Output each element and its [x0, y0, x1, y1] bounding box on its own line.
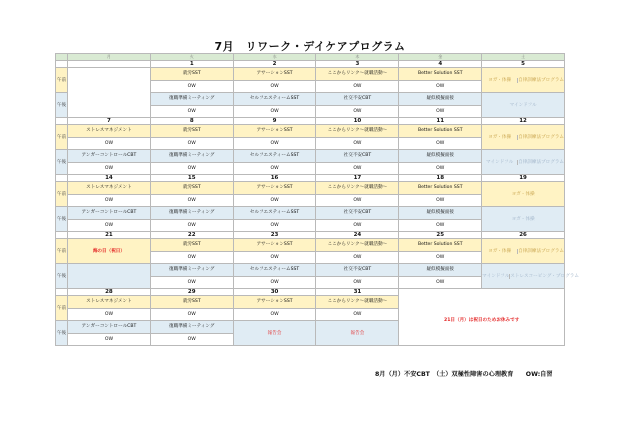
- program-cell: ヨガ・体操: [488, 134, 512, 140]
- weekday-sat: 土: [482, 54, 565, 61]
- period-am-label: 午前: [56, 239, 68, 264]
- ow-cell: OW: [233, 276, 316, 289]
- ow-cell: OW: [399, 276, 482, 289]
- ow-cell: OW: [399, 194, 482, 207]
- date-cell: 4: [399, 61, 482, 68]
- ow-cell: OW: [399, 137, 482, 150]
- program-cell: ここからリンク〜就職活動〜: [316, 296, 399, 309]
- date-cell: 3: [316, 61, 399, 68]
- ow-cell: OW: [68, 162, 151, 175]
- program-cell: ストレスマネジメント: [68, 296, 151, 309]
- date-cell: 16: [233, 175, 316, 182]
- report-cell: 報告会: [316, 321, 399, 346]
- page-title: 7月 リワーク・デイケアプログラム: [214, 40, 406, 53]
- weekday-thu: 木: [316, 54, 399, 61]
- holiday-cell: 海の日（祝日）: [68, 239, 151, 264]
- ow-cell: OW: [316, 80, 399, 93]
- ow-cell: OW: [150, 162, 233, 175]
- program-cell: ヨガ・体操: [488, 248, 512, 254]
- saturday-am-cell: [482, 68, 565, 93]
- program-cell: Better Solution SST: [399, 125, 482, 138]
- date-row: [56, 289, 565, 296]
- program-cell: 自律訓練法プログラム: [518, 134, 564, 140]
- program-cell: 就労SST: [150, 239, 233, 252]
- date-cell: 18: [399, 175, 482, 182]
- period-am-label: 午前: [56, 296, 68, 321]
- program-cell: 復職準備ミーティング: [150, 93, 233, 106]
- date-cell: 19: [482, 175, 565, 182]
- ow-cell: OW: [316, 194, 399, 207]
- program-cell: ストレスマネジメント: [68, 125, 151, 138]
- date-cell: 14: [68, 175, 151, 182]
- program-cell: アサーションSST: [233, 239, 316, 252]
- program-cell: ここからリンク〜就職活動〜: [316, 125, 399, 138]
- program-cell: 社交不安CBT: [316, 150, 399, 163]
- saturday-am-cell: [482, 239, 565, 264]
- period-pm-label: 午後: [56, 321, 68, 346]
- program-cell: セルフエスティームSST: [233, 150, 316, 163]
- date-cell: 30: [233, 289, 316, 296]
- ow-cell: OW: [233, 162, 316, 175]
- ow-cell: OW: [233, 137, 316, 150]
- saturday-pm-cell: マインドフル: [482, 93, 565, 118]
- program-cell: セルフエスティームSST: [233, 264, 316, 277]
- ow-cell: OW: [316, 105, 399, 118]
- weekday-tue: 火: [150, 54, 233, 61]
- program-cell: 社交不安CBT: [316, 93, 399, 106]
- program-cell: 自律訓練法プログラム: [518, 248, 564, 254]
- program-cell: Better Solution SST: [399, 182, 482, 195]
- program-cell: アサーションSST: [233, 125, 316, 138]
- program-cell: 就労SST: [150, 296, 233, 309]
- program-cell: アンガーコントロールCBT: [68, 150, 151, 163]
- date-cell: 5: [482, 61, 565, 68]
- ow-cell: OW: [399, 105, 482, 118]
- saturday-pm-cell: [482, 150, 565, 175]
- date-cell: 31: [316, 289, 399, 296]
- ow-cell: OW: [316, 162, 399, 175]
- program-cell: アサーションSST: [233, 296, 316, 309]
- program-cell: 自律訓練法プログラム: [518, 159, 564, 165]
- ow-cell: OW: [150, 137, 233, 150]
- ow-cell: OW: [316, 137, 399, 150]
- program-cell: Better Solution SST: [399, 68, 482, 81]
- ow-cell: OW: [316, 219, 399, 232]
- date-row: [56, 61, 565, 68]
- date-cell: [68, 61, 151, 68]
- period-am-label: 午前: [56, 182, 68, 207]
- saturday-pm-cell: [482, 264, 579, 289]
- program-cell: 社交不安CBT: [316, 264, 399, 277]
- date-row: [56, 118, 565, 125]
- date-cell: 8: [150, 118, 233, 125]
- ow-cell: OW: [399, 80, 482, 93]
- program-calendar: [55, 53, 579, 346]
- corner-cell: [56, 54, 68, 61]
- period-pm-label: 午後: [56, 264, 68, 289]
- footer-note: 8月（月）不安CBT （土）双極性障害の心理教育 OW:自習: [375, 371, 553, 378]
- date-cell: 12: [482, 118, 565, 125]
- program-cell: 疑似模擬面接: [399, 264, 482, 277]
- ow-cell: OW: [233, 105, 316, 118]
- program-cell: 復職準備ミーティング: [150, 207, 233, 220]
- date-cell: 1: [150, 61, 233, 68]
- ow-cell: OW: [150, 80, 233, 93]
- date-cell: 24: [316, 232, 399, 239]
- date-cell: 29: [150, 289, 233, 296]
- ow-cell: OW: [68, 137, 151, 150]
- saturday-am-cell: [482, 125, 565, 150]
- date-cell: 22: [150, 232, 233, 239]
- ow-cell: OW: [68, 219, 151, 232]
- empty-day-cell: [68, 68, 151, 118]
- program-cell: ストレスコーピング・プログラム: [510, 273, 579, 279]
- ow-cell: OW: [233, 308, 316, 321]
- program-cell: ここからリンク〜就職活動〜: [316, 182, 399, 195]
- ow-cell: OW: [233, 251, 316, 264]
- ow-cell: OW: [233, 219, 316, 232]
- program-cell: ここからリンク〜就職活動〜: [316, 68, 399, 81]
- weekday-fri: 金: [399, 54, 482, 61]
- date-cell: 15: [150, 175, 233, 182]
- closure-notice: 21日（月）は祝日のためお休みです: [399, 296, 565, 346]
- program-cell: アサーションSST: [233, 68, 316, 81]
- date-cell: 25: [399, 232, 482, 239]
- date-row: [56, 175, 565, 182]
- ow-cell: OW: [68, 333, 151, 346]
- ow-cell: OW: [399, 219, 482, 232]
- program-cell: 疑似模擬面接: [399, 93, 482, 106]
- ow-cell: OW: [316, 251, 399, 264]
- weekday-header-row: [56, 54, 565, 61]
- date-cell: 11: [399, 118, 482, 125]
- program-cell: 社交不安CBT: [316, 207, 399, 220]
- program-cell: 復職準備ミーティング: [150, 321, 233, 334]
- date-cell: 10: [316, 118, 399, 125]
- program-cell: 疑似模擬面接: [399, 150, 482, 163]
- ow-cell: OW: [316, 308, 399, 321]
- period-pm-label: 午後: [56, 207, 68, 232]
- program-cell: マインドフル: [482, 273, 510, 279]
- date-cell: 21: [68, 232, 151, 239]
- date-cell: 17: [316, 175, 399, 182]
- program-cell: 復職準備ミーティング: [150, 150, 233, 163]
- program-cell: 自律訓練法プログラム: [518, 77, 564, 83]
- ow-cell: OW: [233, 80, 316, 93]
- program-cell: ここからリンク〜就職活動〜: [316, 239, 399, 252]
- ow-cell: OW: [150, 308, 233, 321]
- program-cell: Better Solution SST: [399, 239, 482, 252]
- saturday-am-cell: ヨガ・体操: [482, 182, 565, 207]
- ow-cell: OW: [68, 308, 151, 321]
- ow-cell: OW: [150, 194, 233, 207]
- ow-cell: OW: [399, 162, 482, 175]
- ow-cell: OW: [150, 276, 233, 289]
- period-am-label: 午前: [56, 125, 68, 150]
- weekday-mon: 月: [68, 54, 151, 61]
- ow-cell: OW: [233, 194, 316, 207]
- program-cell: 就労SST: [150, 125, 233, 138]
- period-pm-label: 午後: [56, 93, 68, 118]
- weekday-wed: 水: [233, 54, 316, 61]
- saturday-pm-cell: ヨガ・体操: [482, 207, 565, 232]
- program-cell: 復職準備ミーティング: [150, 264, 233, 277]
- program-cell: セルフエスティームSST: [233, 207, 316, 220]
- ow-cell: OW: [150, 251, 233, 264]
- period-pm-label: 午後: [56, 150, 68, 175]
- ow-cell: OW: [68, 194, 151, 207]
- program-cell: ヨガ・体操: [488, 77, 512, 83]
- date-cell: 9: [233, 118, 316, 125]
- period-am-label: 午前: [56, 68, 68, 93]
- program-cell: ストレスマネジメント: [68, 182, 151, 195]
- date-cell: 28: [68, 289, 151, 296]
- program-cell: アンガーコントロールCBT: [68, 207, 151, 220]
- ow-cell: OW: [316, 276, 399, 289]
- program-cell: マインドフル: [486, 159, 514, 165]
- date-cell: 7: [68, 118, 151, 125]
- ow-cell: OW: [399, 251, 482, 264]
- program-cell: 就労SST: [150, 68, 233, 81]
- program-cell: アンガーコントロールCBT: [68, 321, 151, 334]
- date-cell: 23: [233, 232, 316, 239]
- date-cell: 26: [482, 232, 565, 239]
- program-cell: 疑似模擬面接: [399, 207, 482, 220]
- ow-cell: OW: [150, 219, 233, 232]
- ow-cell: OW: [150, 105, 233, 118]
- report-cell: 報告会: [233, 321, 316, 346]
- program-cell: アサーションSST: [233, 182, 316, 195]
- program-cell: セルフエスティームSST: [233, 93, 316, 106]
- ow-cell: OW: [150, 333, 233, 346]
- program-cell: 就労SST: [150, 182, 233, 195]
- holiday-pm-cell: [68, 264, 151, 289]
- date-row: [56, 232, 565, 239]
- date-cell: 2: [233, 61, 316, 68]
